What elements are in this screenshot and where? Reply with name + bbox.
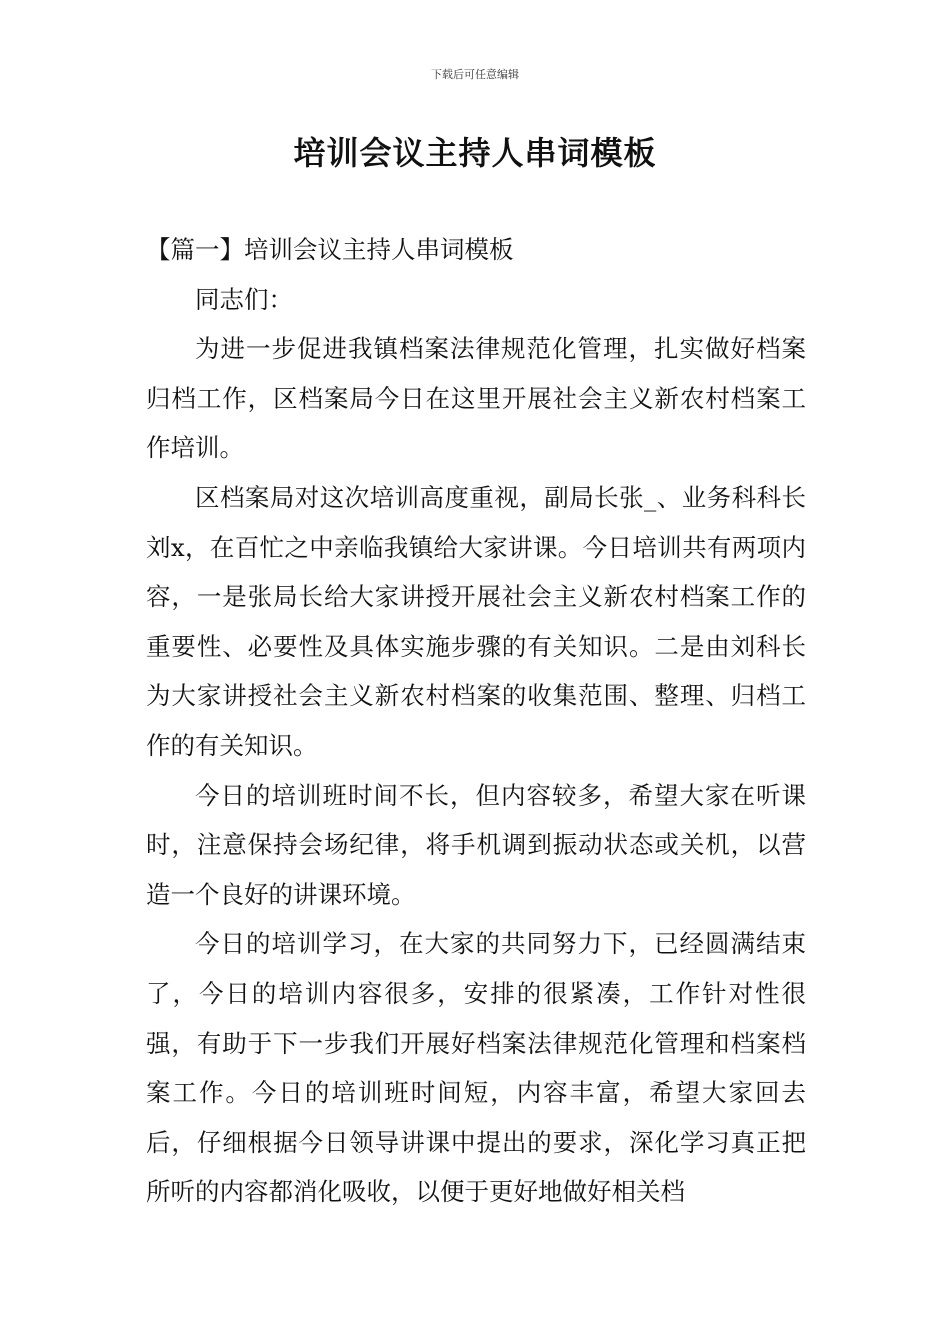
body-paragraph: 今日的培训学习，在大家的共同努力下，已经圆满结束了，今日的培训内容很多，安排的很紧凑，工作针对性很强，有助于下一步我们开展好档案法律规范化管理和档案档案工作。今日的培训班时间短，内容丰富，希望大家回去后，仔细根据今日领导讲课中提出的要求，深化学习真正把所听的内容都消化吸收，以便于更好地做好相关档 bbox=[146, 929, 806, 1207]
header-note: 下载后可任意编辑 bbox=[431, 68, 519, 81]
body-paragraph: 区档案局对这次培训高度重视，副局长张_、业务科科长刘x，在百忙之中亲临我镇给大家讲课。今日培训共有两项内容，一是张局长给大家讲授开展社会主义新农村档案工作的重要性、必要性及具体实施步骤的有关知识。二是由刘科长为大家讲授社会主义新农村档案的收集范围、整理、归档工作的有关知识。 bbox=[146, 482, 806, 760]
body-paragraph: 今日的培训班时间不长，但内容较多，希望大家在听课时，注意保持会场纪律，将手机调到振动状态或关机，以营造一个良好的讲课环境。 bbox=[146, 780, 806, 909]
body-paragraph: 为进一步促进我镇档案法律规范化管理，扎实做好档案归档工作，区档案局今日在这里开展社会主义新农村档案工作培训。 bbox=[146, 334, 806, 463]
document-body bbox=[146, 225, 806, 1217]
section-heading: 【篇一】培训会议主持人串词模板 bbox=[146, 235, 514, 264]
salutation-paragraph: 同志们： bbox=[195, 284, 293, 314]
document-title: 培训会议主持人串词模板 bbox=[293, 134, 657, 172]
